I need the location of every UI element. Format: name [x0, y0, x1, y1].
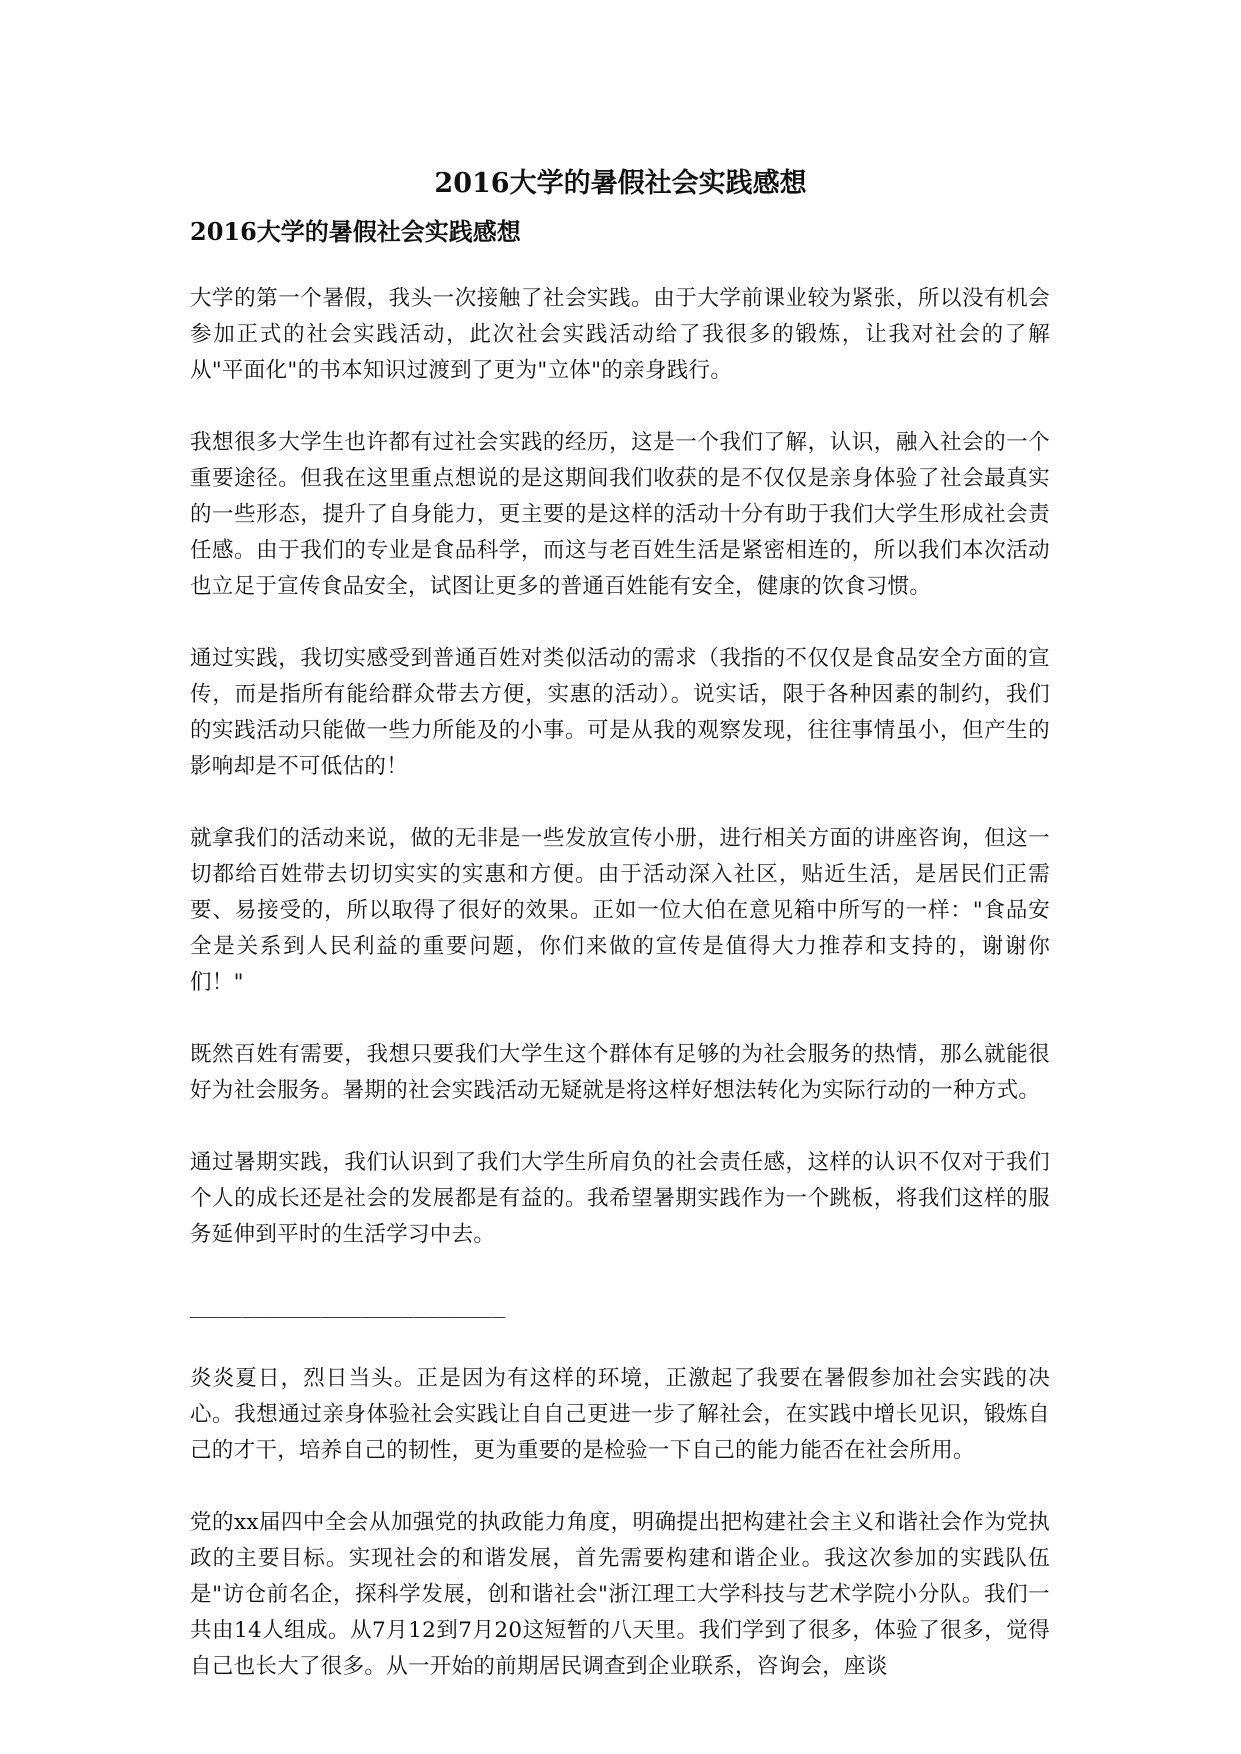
paragraph: 既然百姓有需要，我想只要我们大学生这个群体有足够的为社会服务的热情，那么就能很好为社会服务。暑期的社会实践活动无疑就是将这样好想法转化为实际行动的一种方式。 — [190, 1042, 1050, 1103]
paragraph: 炎炎夏日，烈日当头。正是因为有这样的环境，正激起了我要在暑假参加社会实践的决心。我想通过亲身体验社会实践让自自己更进一步了解社会，在实践中增长见识，锻炼自己的才干，培养自己的韧性，更为重要的是检验一下自己的能力能否在社会所用。 — [190, 1366, 1050, 1463]
section-divider: ________________________ — [190, 1294, 506, 1319]
paragraph: 通过实践，我切实感受到普通百姓对类似活动的需求（我指的不仅仅是食品安全方面的宣传，而是指所有能给群众带去方便，实惠的活动）。说实话，限于各种因素的制约，我们的实践活动只能做一些力所能及的小事。可是从我的观察发现，往往事情虽小，但产生的影响却是不可低估的！ — [190, 646, 1050, 779]
paragraph: 党的xx届四中全会从加强党的执政能力角度，明确提出把构建社会主义和谐社会作为党执政的主要目标。实现社会的和谐发展，首先需要构建和谐企业。我这次参加的实践队伍是"访仓前名企，探科学发展，创和谐社会"浙江理工大学科技与艺术学院小分队。我们一共由14人组成。从7月12到7月20这短暂的八天里。我们学到了很多，体验了很多，觉得自己也长大了很多。从一开始的前期居民调查到企业联系，咨询会，座谈 — [190, 1510, 1050, 1679]
document-title: 2016大学的暑假社会实践感想 — [434, 168, 807, 199]
paragraph: 我想很多大学生也许都有过社会实践的经历，这是一个我们了解，认识，融入社会的一个重要途径。但我在这里重点想说的是这期间我们收获的是不仅仅是亲身体验了社会最真实的一些形态，提升了自身能力，更主要的是这样的活动十分有助于我们大学生形成社会责任感。由于我们的专业是食品科学，而这与老百姓生活是紧密相连的，所以我们本次活动也立足于宣传食品安全，试图让更多的普通百姓能有安全，健康的饮食习惯。 — [190, 430, 1050, 599]
document-body — [190, 281, 1050, 1721]
paragraph: 通过暑期实践，我们认识到了我们大学生所肩负的社会责任感，这样的认识不仅对于我们个人的成长还是社会的发展都是有益的。我希望暑期实践作为一个跳板，将我们这样的服务延伸到平时的生活学习中去。 — [190, 1150, 1050, 1247]
document-subtitle: 2016大学的暑假社会实践感想 — [190, 217, 521, 246]
paragraph: 大学的第一个暑假，我头一次接触了社会实践。由于大学前课业较为紧张，所以没有机会参加正式的社会实践活动，此次社会实践活动给了我很多的锻炼，让我对社会的了解从"平面化"的书本知识过渡到了更为"立体"的亲身践行。 — [190, 286, 1050, 383]
paragraph: 就拿我们的活动来说，做的无非是一些发放宣传小册，进行相关方面的讲座咨询，但这一切都给百姓带去切切实实的实惠和方便。由于活动深入社区，贴近生活，是居民们正需要、易接受的，所以取得了很好的效果。正如一位大伯在意见箱中所写的一样："食品安全是关系到人民利益的重要问题，你们来做的宣传是值得大力推荐和支持的，谢谢你们！" — [190, 826, 1050, 995]
